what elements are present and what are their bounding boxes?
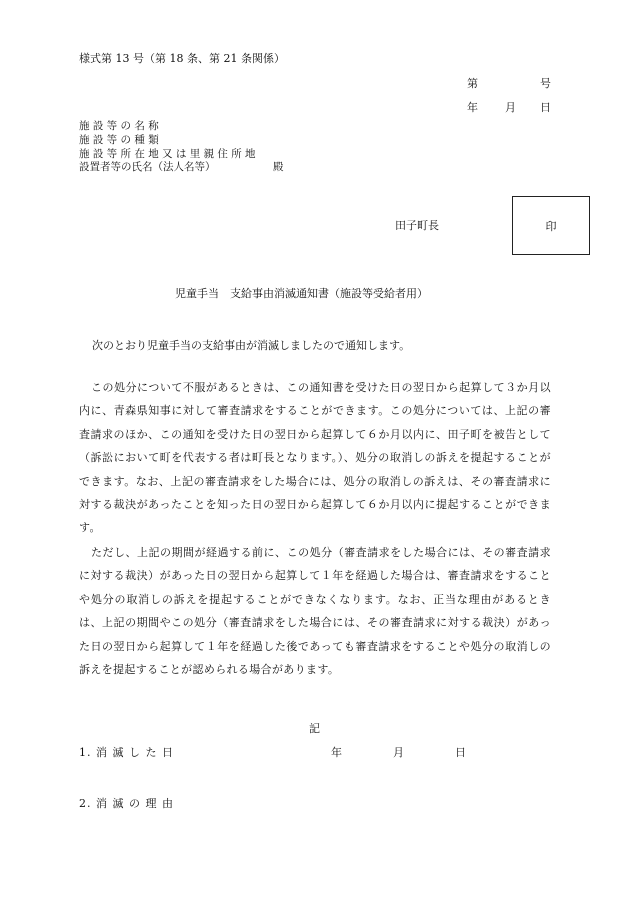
item1-month: 月 bbox=[393, 746, 404, 759]
lead-sentence: 次のとおり児童手当の支給事由が消滅しましたので通知します。 bbox=[92, 339, 411, 352]
date-year: 年 bbox=[467, 101, 478, 114]
item1-day: 日 bbox=[455, 746, 466, 759]
doc-number-go: 号 bbox=[540, 77, 551, 90]
notice-paragraph-2: ただし、上記の期間が経過する前に、この処分（審査請求をした場合には、その審査請求に対する裁決）があった日の翌日から起算して１年を経過した場合は、審査請求をすることや処分の取消しの訴えを提起することができなくなります。なお、正当な理由があるときは、上記の期間やこの処分（審査請求をした場合には、その審査請求に対する裁決）があった日の翌日から起算して１年を経過した後であっても審査請求をすることや処分の取消しの訴えを提起することが認められる場合があります。 bbox=[79, 546, 551, 677]
addressee-honorific: 殿 bbox=[273, 161, 284, 173]
item1-year: 年 bbox=[331, 746, 342, 759]
issuer-name: 田子町長 bbox=[395, 219, 439, 232]
form-number: 様式第 13 号（第 18 条、第 21 条関係） bbox=[79, 52, 285, 65]
notice-paragraph-1: この処分について不服があるときは、この通知書を受けた日の翌日から起算して３か月以内に、青森県知事に対して審査請求をすることができます。この処分については、上記の審査請求のほか、この通知を受けた日の翌日から起算して６か月以内に、田子町を被告として（訴訟において町を代表する者は町長となります。）、処分の取消しの訴えを提起することができます。なお、上記の審査請求をした場合には、処分の取消しの訴えは、その審査請求に対する裁決があったことを知った日の翌日から起算して６か月以内に提起することができます。 bbox=[79, 381, 551, 535]
seal-label: 印 bbox=[545, 219, 557, 233]
ki-label: 記 bbox=[309, 722, 320, 735]
date-month: 月 bbox=[505, 101, 516, 114]
document-title: 児童手当 支給事由消滅通知書（施設等受給者用） bbox=[175, 287, 428, 300]
addressee-facility-address: 施 設 等 所 在 地 又 は 里 親 住 所 地 bbox=[79, 148, 256, 160]
item1-label: 1. 消 滅 し た 日 bbox=[79, 746, 174, 759]
addressee-facility-name: 施 設 等 の 名 称 bbox=[79, 120, 159, 132]
addressee-founder-name: 設置者等の氏名（法人名等） bbox=[79, 161, 216, 173]
addressee-facility-type: 施 設 等 の 種 類 bbox=[79, 134, 159, 146]
doc-number-dai: 第 bbox=[467, 77, 478, 90]
date-day: 日 bbox=[540, 101, 551, 114]
seal-box bbox=[512, 196, 590, 255]
item2-label: 2. 消 滅 の 理 由 bbox=[79, 797, 174, 810]
